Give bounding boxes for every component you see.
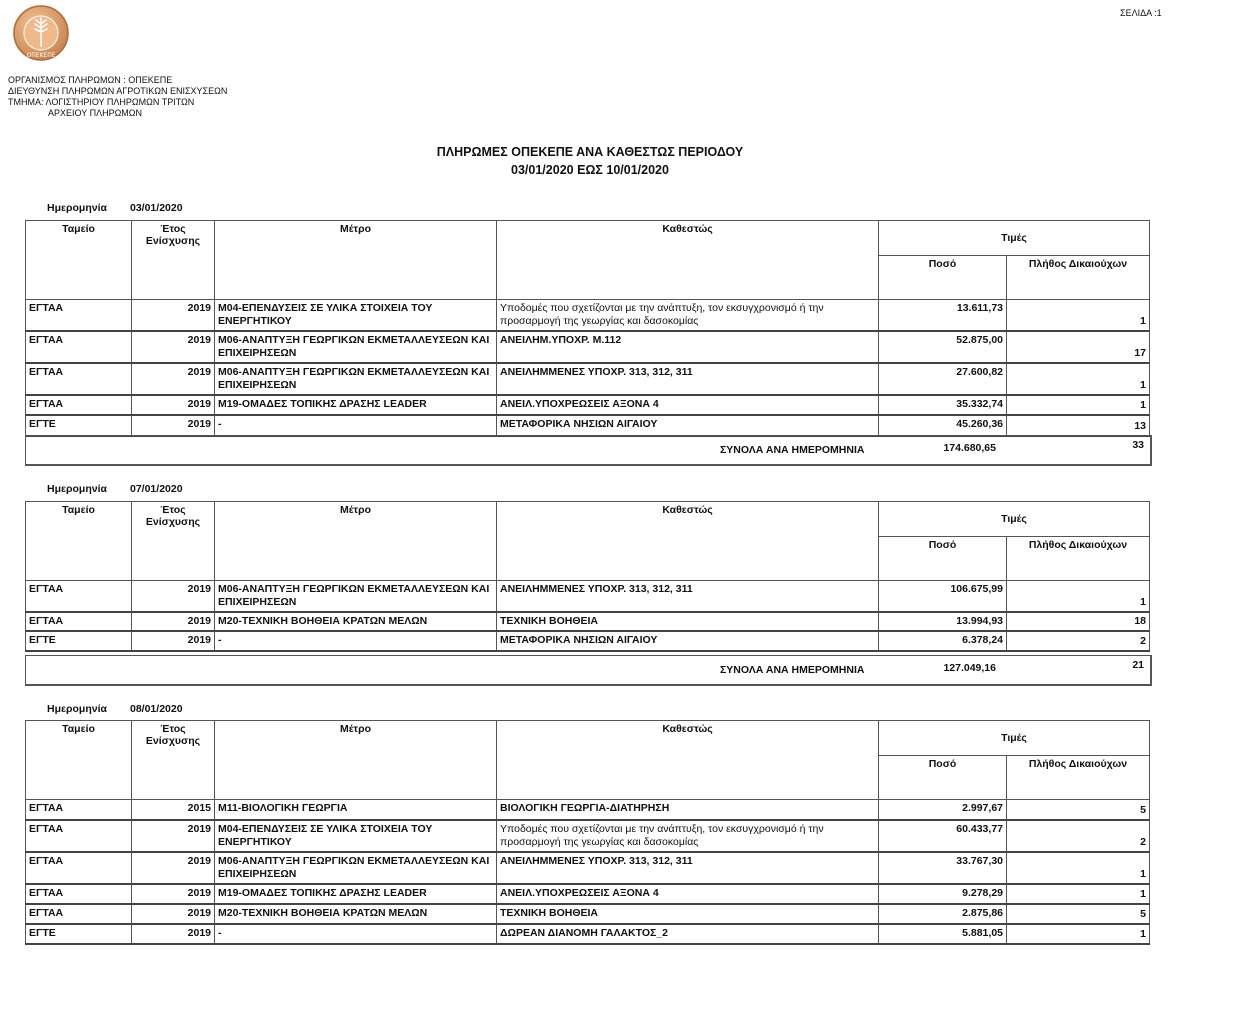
col-year: Έτος Ενίσχυσης: [132, 721, 215, 800]
table-row: [26, 904, 1150, 924]
cell-year: 2019: [132, 581, 215, 613]
cell-count: 2: [1007, 820, 1150, 852]
cell-count: 1: [1007, 395, 1150, 415]
cell-year: 2015: [132, 800, 215, 820]
cell-count: 1: [1007, 924, 1150, 944]
col-beneficiaries: Πλήθος Δικαιούχων: [1007, 256, 1150, 300]
opekepe-logo: [12, 4, 70, 62]
table-row: [26, 612, 1150, 631]
cell-amount: 45.260,36: [879, 415, 1007, 436]
cell-amount: 6.378,24: [879, 631, 1007, 651]
col-scheme: Καθεστώς: [497, 502, 879, 581]
table-row: [26, 820, 1150, 852]
cell-amount: 2.997,67: [879, 800, 1007, 820]
cell-count: 17: [1007, 331, 1150, 363]
col-fund: Ταμείο: [26, 221, 132, 300]
table-row: [26, 581, 1150, 613]
table-row: [26, 924, 1150, 944]
cell-fund: ΕΓΤΑΑ: [26, 363, 132, 395]
cell-measure: Μ06-ΑΝΑΠΤΥΞΗ ΓΕΩΡΓΙΚΩΝ ΕΚΜΕΤΑΛΛΕΥΣΕΩΝ ΚΑΙ ΕΠΙΧΕΙΡΗΣΕΩΝ: [215, 852, 497, 884]
col-beneficiaries: Πλήθος Δικαιούχων: [1007, 756, 1150, 800]
cell-measure: Μ04-ΕΠΕΝΔΥΣΕΙΣ ΣΕ ΥΛΙΚΑ ΣΤΟΙΧΕΙΑ ΤΟΥ ΕΝΕΡΓΗΤΙΚΟΥ: [215, 820, 497, 852]
cell-amount: 33.767,30: [879, 852, 1007, 884]
totals-label: ΣΥΝΟΛΑ ΑΝΑ ΗΜΕΡΟΜΗΝΙΑ: [720, 664, 865, 676]
date-label: [47, 703, 183, 715]
report-period: 03/01/2020 ΕΩΣ 10/01/2020: [511, 163, 669, 177]
cell-count: 2: [1007, 631, 1150, 651]
totals-amount: 174.680,65: [943, 442, 996, 454]
table-row: [26, 300, 1150, 332]
cell-year: 2019: [132, 924, 215, 944]
cell-year: 2019: [132, 415, 215, 436]
org-line: ΑΡΧΕΙΟΥ ΠΛΗΡΩΜΩΝ: [48, 108, 143, 118]
cell-year: 2019: [132, 904, 215, 924]
cell-scheme: ΒΙΟΛΟΓΙΚΗ ΓΕΩΡΓΙΑ-ΔΙΑΤΗΡΗΣΗ: [497, 800, 879, 820]
cell-measure: -: [215, 924, 497, 944]
payments-table: [25, 220, 1150, 437]
cell-measure: Μ06-ΑΝΑΠΤΥΞΗ ΓΕΩΡΓΙΚΩΝ ΕΚΜΕΤΑΛΛΕΥΣΕΩΝ ΚΑΙ ΕΠΙΧΕΙΡΗΣΕΩΝ: [215, 581, 497, 613]
cell-fund: ΕΓΤΑΑ: [26, 331, 132, 363]
cell-amount: 13.994,93: [879, 612, 1007, 631]
cell-fund: ΕΓΤΑΑ: [26, 800, 132, 820]
date-label: [47, 483, 183, 495]
cell-scheme: ΜΕΤΑΦΟΡΙΚΑ ΝΗΣΙΩΝ ΑΙΓΑΙΟΥ: [497, 631, 879, 651]
totals-count: 33: [1132, 439, 1144, 451]
col-fund: Ταμείο: [26, 502, 132, 581]
date-caption: Ημερομηνία: [47, 703, 107, 715]
cell-measure: Μ19-ΟΜΑΔΕΣ ΤΟΠΙΚΗΣ ΔΡΑΣΗΣ LEADER: [215, 884, 497, 904]
org-line: ΤΜΗΜΑ: ΛΟΓΙΣΤΗΡΙΟΥ ΠΛΗΡΩΜΩΝ ΤΡΙΤΩΝ: [8, 97, 195, 107]
payments-table: [25, 501, 1150, 652]
cell-year: 2019: [132, 852, 215, 884]
table-row: [26, 852, 1150, 884]
table-row: [26, 800, 1150, 820]
table-row: [26, 631, 1150, 651]
cell-measure: Μ11-ΒΙΟΛΟΓΙΚΗ ΓΕΩΡΓΙΑ: [215, 800, 497, 820]
col-values: Τιμές: [879, 221, 1150, 256]
table-row: [26, 395, 1150, 415]
cell-count: 18: [1007, 612, 1150, 631]
totals-amount: 127.049,16: [943, 662, 996, 674]
cell-measure: Μ06-ΑΝΑΠΤΥΞΗ ΓΕΩΡΓΙΚΩΝ ΕΚΜΕΤΑΛΛΕΥΣΕΩΝ ΚΑΙ ΕΠΙΧΕΙΡΗΣΕΩΝ: [215, 363, 497, 395]
cell-scheme: ΑΝΕΙΛΗΜΜΕΝΕΣ ΥΠΟΧΡ. 313, 312, 311: [497, 852, 879, 884]
page-number: ΣΕΛΙΔΑ :1: [1120, 8, 1162, 18]
group-date: 03/01/2020: [130, 202, 183, 214]
col-fund: Ταμείο: [26, 721, 132, 800]
cell-amount: 106.675,99: [879, 581, 1007, 613]
cell-year: 2019: [132, 363, 215, 395]
payments-table: [25, 720, 1150, 945]
col-values: Τιμές: [879, 721, 1150, 756]
date-totals: [25, 655, 1152, 686]
cell-amount: 60.433,77: [879, 820, 1007, 852]
cell-scheme: ΑΝΕΙΛ.ΥΠΟΧΡΕΩΣΕΙΣ ΑΞΟΝΑ 4: [497, 884, 879, 904]
cell-count: 13: [1007, 415, 1150, 436]
col-scheme: Καθεστώς: [497, 721, 879, 800]
cell-amount: 27.600,82: [879, 363, 1007, 395]
col-amount: Ποσό: [879, 256, 1007, 300]
col-scheme: Καθεστώς: [497, 221, 879, 300]
cell-amount: 35.332,74: [879, 395, 1007, 415]
cell-scheme: ΤΕΧΝΙΚΗ ΒΟΗΘΕΙΑ: [497, 612, 879, 631]
col-measure: Μέτρο: [215, 721, 497, 800]
totals-label: ΣΥΝΟΛΑ ΑΝΑ ΗΜΕΡΟΜΗΝΙΑ: [720, 444, 865, 456]
cell-year: 2019: [132, 612, 215, 631]
totals-count: 21: [1132, 659, 1144, 671]
cell-scheme: ΤΕΧΝΙΚΗ ΒΟΗΘΕΙΑ: [497, 904, 879, 924]
cell-count: 1: [1007, 852, 1150, 884]
cell-amount: 2.875,86: [879, 904, 1007, 924]
cell-scheme: ΑΝΕΙΛΗΜ.ΥΠΟΧΡ. Μ.112: [497, 331, 879, 363]
cell-fund: ΕΓΤΑΑ: [26, 852, 132, 884]
group-date: 07/01/2020: [130, 483, 183, 495]
cell-fund: ΕΓΤΑΑ: [26, 884, 132, 904]
cell-amount: 5.881,05: [879, 924, 1007, 944]
cell-amount: 13.611,73: [879, 300, 1007, 332]
cell-measure: Μ20-ΤΕΧΝΙΚΗ ΒΟΗΘΕΙΑ ΚΡΑΤΩΝ ΜΕΛΩΝ: [215, 904, 497, 924]
col-measure: Μέτρο: [215, 502, 497, 581]
report-title: [0, 143, 1180, 179]
col-amount: Ποσό: [879, 537, 1007, 581]
cell-amount: 9.278,29: [879, 884, 1007, 904]
col-measure: Μέτρο: [215, 221, 497, 300]
table-row: [26, 884, 1150, 904]
cell-count: 1: [1007, 884, 1150, 904]
cell-year: 2019: [132, 300, 215, 332]
table-row: [26, 331, 1150, 363]
date-totals: [25, 435, 1152, 466]
cell-year: 2019: [132, 820, 215, 852]
table-row: [26, 363, 1150, 395]
cell-count: 1: [1007, 363, 1150, 395]
cell-count: 1: [1007, 581, 1150, 613]
cell-count: 5: [1007, 904, 1150, 924]
cell-fund: ΕΓΤΑΑ: [26, 612, 132, 631]
cell-scheme: Υποδομές που σχετίζονται με την ανάπτυξη, τον εκσυγχρονισμό ή την προσαρμογή της γεωργίας και δασοκομίας: [497, 300, 879, 332]
col-year: Έτος Ενίσχυσης: [132, 221, 215, 300]
date-caption: Ημερομηνία: [47, 202, 107, 214]
col-values: Τιμές: [879, 502, 1150, 537]
cell-scheme: ΔΩΡΕΑΝ ΔΙΑΝΟΜΗ ΓΑΛΑΚΤΟΣ_2: [497, 924, 879, 944]
cell-year: 2019: [132, 884, 215, 904]
cell-amount: 52.875,00: [879, 331, 1007, 363]
cell-fund: ΕΓΤΑΑ: [26, 581, 132, 613]
cell-year: 2019: [132, 331, 215, 363]
col-year: Έτος Ενίσχυσης: [132, 502, 215, 581]
cell-scheme: Υποδομές που σχετίζονται με την ανάπτυξη, τον εκσυγχρονισμό ή την προσαρμογή της γεωργίας και δασοκομίας: [497, 820, 879, 852]
date-caption: Ημερομηνία: [47, 483, 107, 495]
report-title-main: ΠΛΗΡΩΜΕΣ ΟΠΕΚΕΠΕ ΑΝΑ ΚΑΘΕΣΤΩΣ ΠΕΡΙΟΔΟΥ: [436, 145, 744, 159]
cell-scheme: ΜΕΤΑΦΟΡΙΚΑ ΝΗΣΙΩΝ ΑΙΓΑΙΟΥ: [497, 415, 879, 436]
date-label: [47, 202, 183, 214]
cell-count: 1: [1007, 300, 1150, 332]
cell-measure: Μ20-ΤΕΧΝΙΚΗ ΒΟΗΘΕΙΑ ΚΡΑΤΩΝ ΜΕΛΩΝ: [215, 612, 497, 631]
svg-text:ΟΠΕΚΕΠΕ: ΟΠΕΚΕΠΕ: [26, 52, 56, 59]
cell-measure: -: [215, 631, 497, 651]
group-date: 08/01/2020: [130, 703, 183, 715]
cell-fund: ΕΓΤΑΑ: [26, 395, 132, 415]
cell-measure: Μ19-ΟΜΑΔΕΣ ΤΟΠΙΚΗΣ ΔΡΑΣΗΣ LEADER: [215, 395, 497, 415]
cell-scheme: ΑΝΕΙΛΗΜΜΕΝΕΣ ΥΠΟΧΡ. 313, 312, 311: [497, 363, 879, 395]
cell-fund: ΕΓΤΑΑ: [26, 904, 132, 924]
cell-year: 2019: [132, 395, 215, 415]
cell-scheme: ΑΝΕΙΛ.ΥΠΟΧΡΕΩΣΕΙΣ ΑΞΟΝΑ 4: [497, 395, 879, 415]
cell-fund: ΕΓΤΕ: [26, 924, 132, 944]
cell-measure: Μ06-ΑΝΑΠΤΥΞΗ ΓΕΩΡΓΙΚΩΝ ΕΚΜΕΤΑΛΛΕΥΣΕΩΝ ΚΑΙ ΕΠΙΧΕΙΡΗΣΕΩΝ: [215, 331, 497, 363]
org-line: ΟΡΓΑΝΙΣΜΟΣ ΠΛΗΡΩΜΩΝ : ΟΠΕΚΕΠΕ: [8, 75, 173, 85]
cell-measure: -: [215, 415, 497, 436]
cell-fund: ΕΓΤΑΑ: [26, 300, 132, 332]
cell-year: 2019: [132, 631, 215, 651]
cell-fund: ΕΓΤΕ: [26, 631, 132, 651]
col-beneficiaries: Πλήθος Δικαιούχων: [1007, 537, 1150, 581]
org-line: ΔΙΕΥΘΥΝΣΗ ΠΛΗΡΩΜΩΝ ΑΓΡΟΤΙΚΩΝ ΕΝΙΣΧΥΣΕΩΝ: [8, 86, 228, 96]
cell-count: 5: [1007, 800, 1150, 820]
cell-fund: ΕΓΤΑΑ: [26, 820, 132, 852]
cell-fund: ΕΓΤΕ: [26, 415, 132, 436]
cell-measure: Μ04-ΕΠΕΝΔΥΣΕΙΣ ΣΕ ΥΛΙΚΑ ΣΤΟΙΧΕΙΑ ΤΟΥ ΕΝΕΡΓΗΤΙΚΟΥ: [215, 300, 497, 332]
organization-block: [8, 75, 227, 119]
col-amount: Ποσό: [879, 756, 1007, 800]
cell-scheme: ΑΝΕΙΛΗΜΜΕΝΕΣ ΥΠΟΧΡ. 313, 312, 311: [497, 581, 879, 613]
table-row: [26, 415, 1150, 436]
